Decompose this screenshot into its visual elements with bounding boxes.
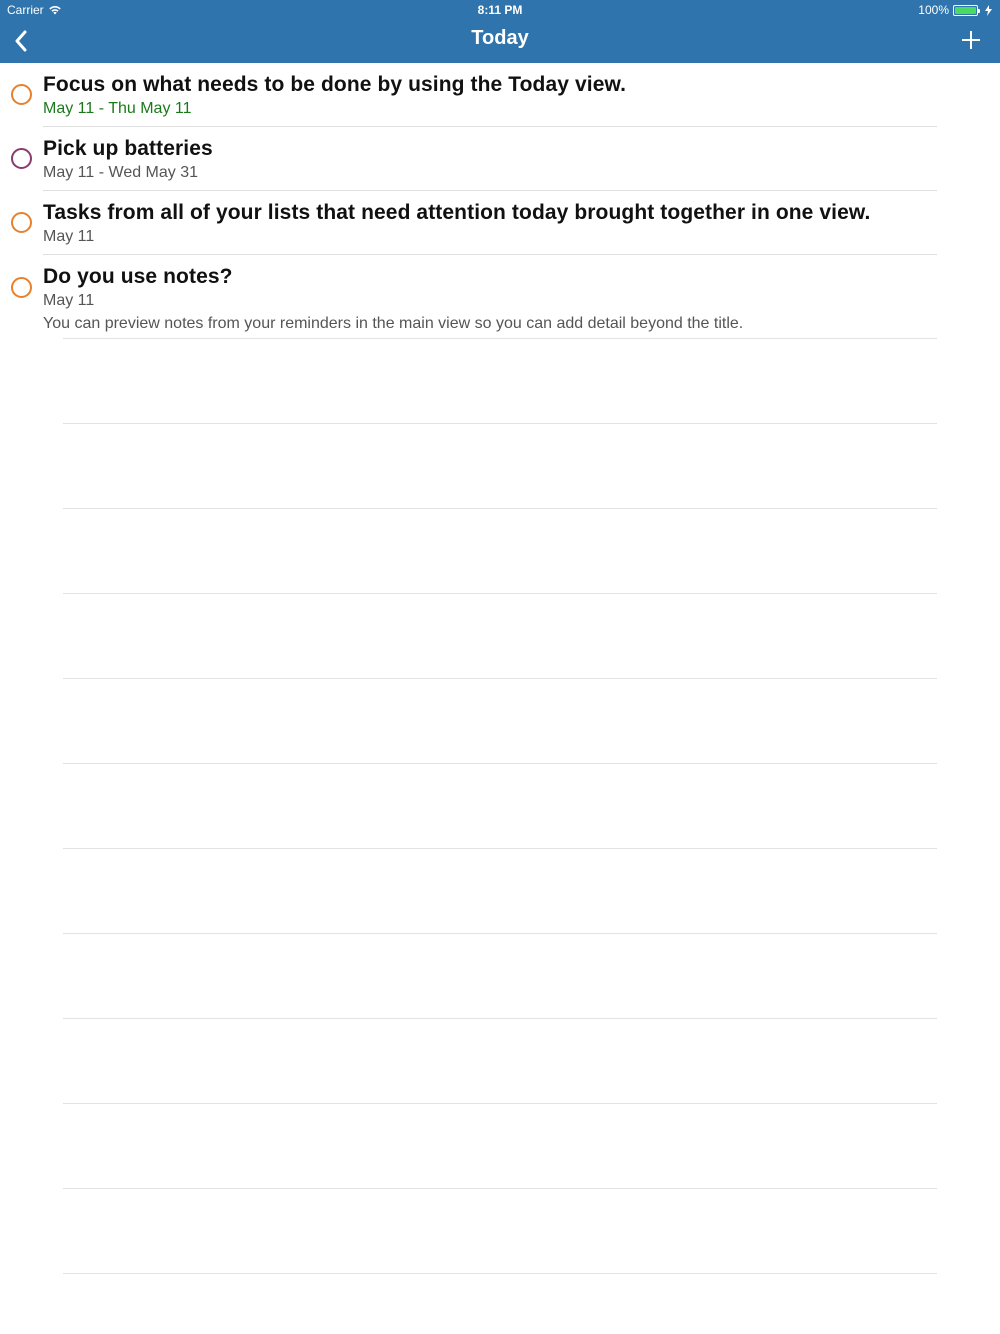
empty-row: [63, 594, 937, 679]
task-date: May 11 - Wed May 31: [43, 164, 199, 181]
complete-checkbox[interactable]: [11, 84, 32, 105]
empty-row: [63, 679, 937, 764]
empty-row: [63, 339, 937, 424]
empty-row: [63, 849, 937, 934]
complete-checkbox[interactable]: [11, 148, 32, 169]
task-title: Focus on what needs to be done by using the Today view.: [43, 73, 627, 96]
task-date: May 11: [43, 228, 95, 245]
battery-percent: 100%: [918, 3, 949, 17]
task-list: [0, 63, 1000, 339]
empty-row: [63, 424, 937, 509]
plus-icon: [961, 30, 981, 50]
empty-row: [63, 764, 937, 849]
task-note: You can preview notes from your reminders in the main view so you can add detail beyond the title.: [43, 315, 744, 332]
empty-row: [63, 934, 937, 1019]
task-date: May 11: [43, 292, 95, 309]
task-row[interactable]: [0, 255, 1000, 339]
task-date: May 11 - Thu May 11: [43, 100, 192, 117]
complete-checkbox[interactable]: [11, 212, 32, 233]
task-title: Tasks from all of your lists that need attention today brought together in one view.: [43, 201, 871, 224]
page-title: Today: [471, 27, 529, 49]
empty-row: [63, 1104, 937, 1189]
task-title: Do you use notes?: [43, 265, 233, 288]
empty-row: [63, 509, 937, 594]
task-title: Pick up batteries: [43, 137, 213, 160]
add-task-button[interactable]: [958, 26, 984, 54]
battery-icon: [953, 5, 978, 16]
complete-checkbox[interactable]: [11, 277, 32, 298]
charging-icon: [985, 5, 992, 16]
task-row[interactable]: [0, 191, 1000, 254]
empty-rows: [63, 338, 937, 1274]
task-row[interactable]: [0, 63, 1000, 126]
carrier-label: Carrier: [7, 3, 44, 17]
empty-row: [63, 1189, 937, 1274]
status-battery: [918, 3, 992, 17]
task-row[interactable]: [0, 127, 1000, 190]
empty-row: [63, 1019, 937, 1104]
status-time: 8:11 PM: [477, 3, 523, 17]
nav-bar: [0, 0, 1000, 63]
